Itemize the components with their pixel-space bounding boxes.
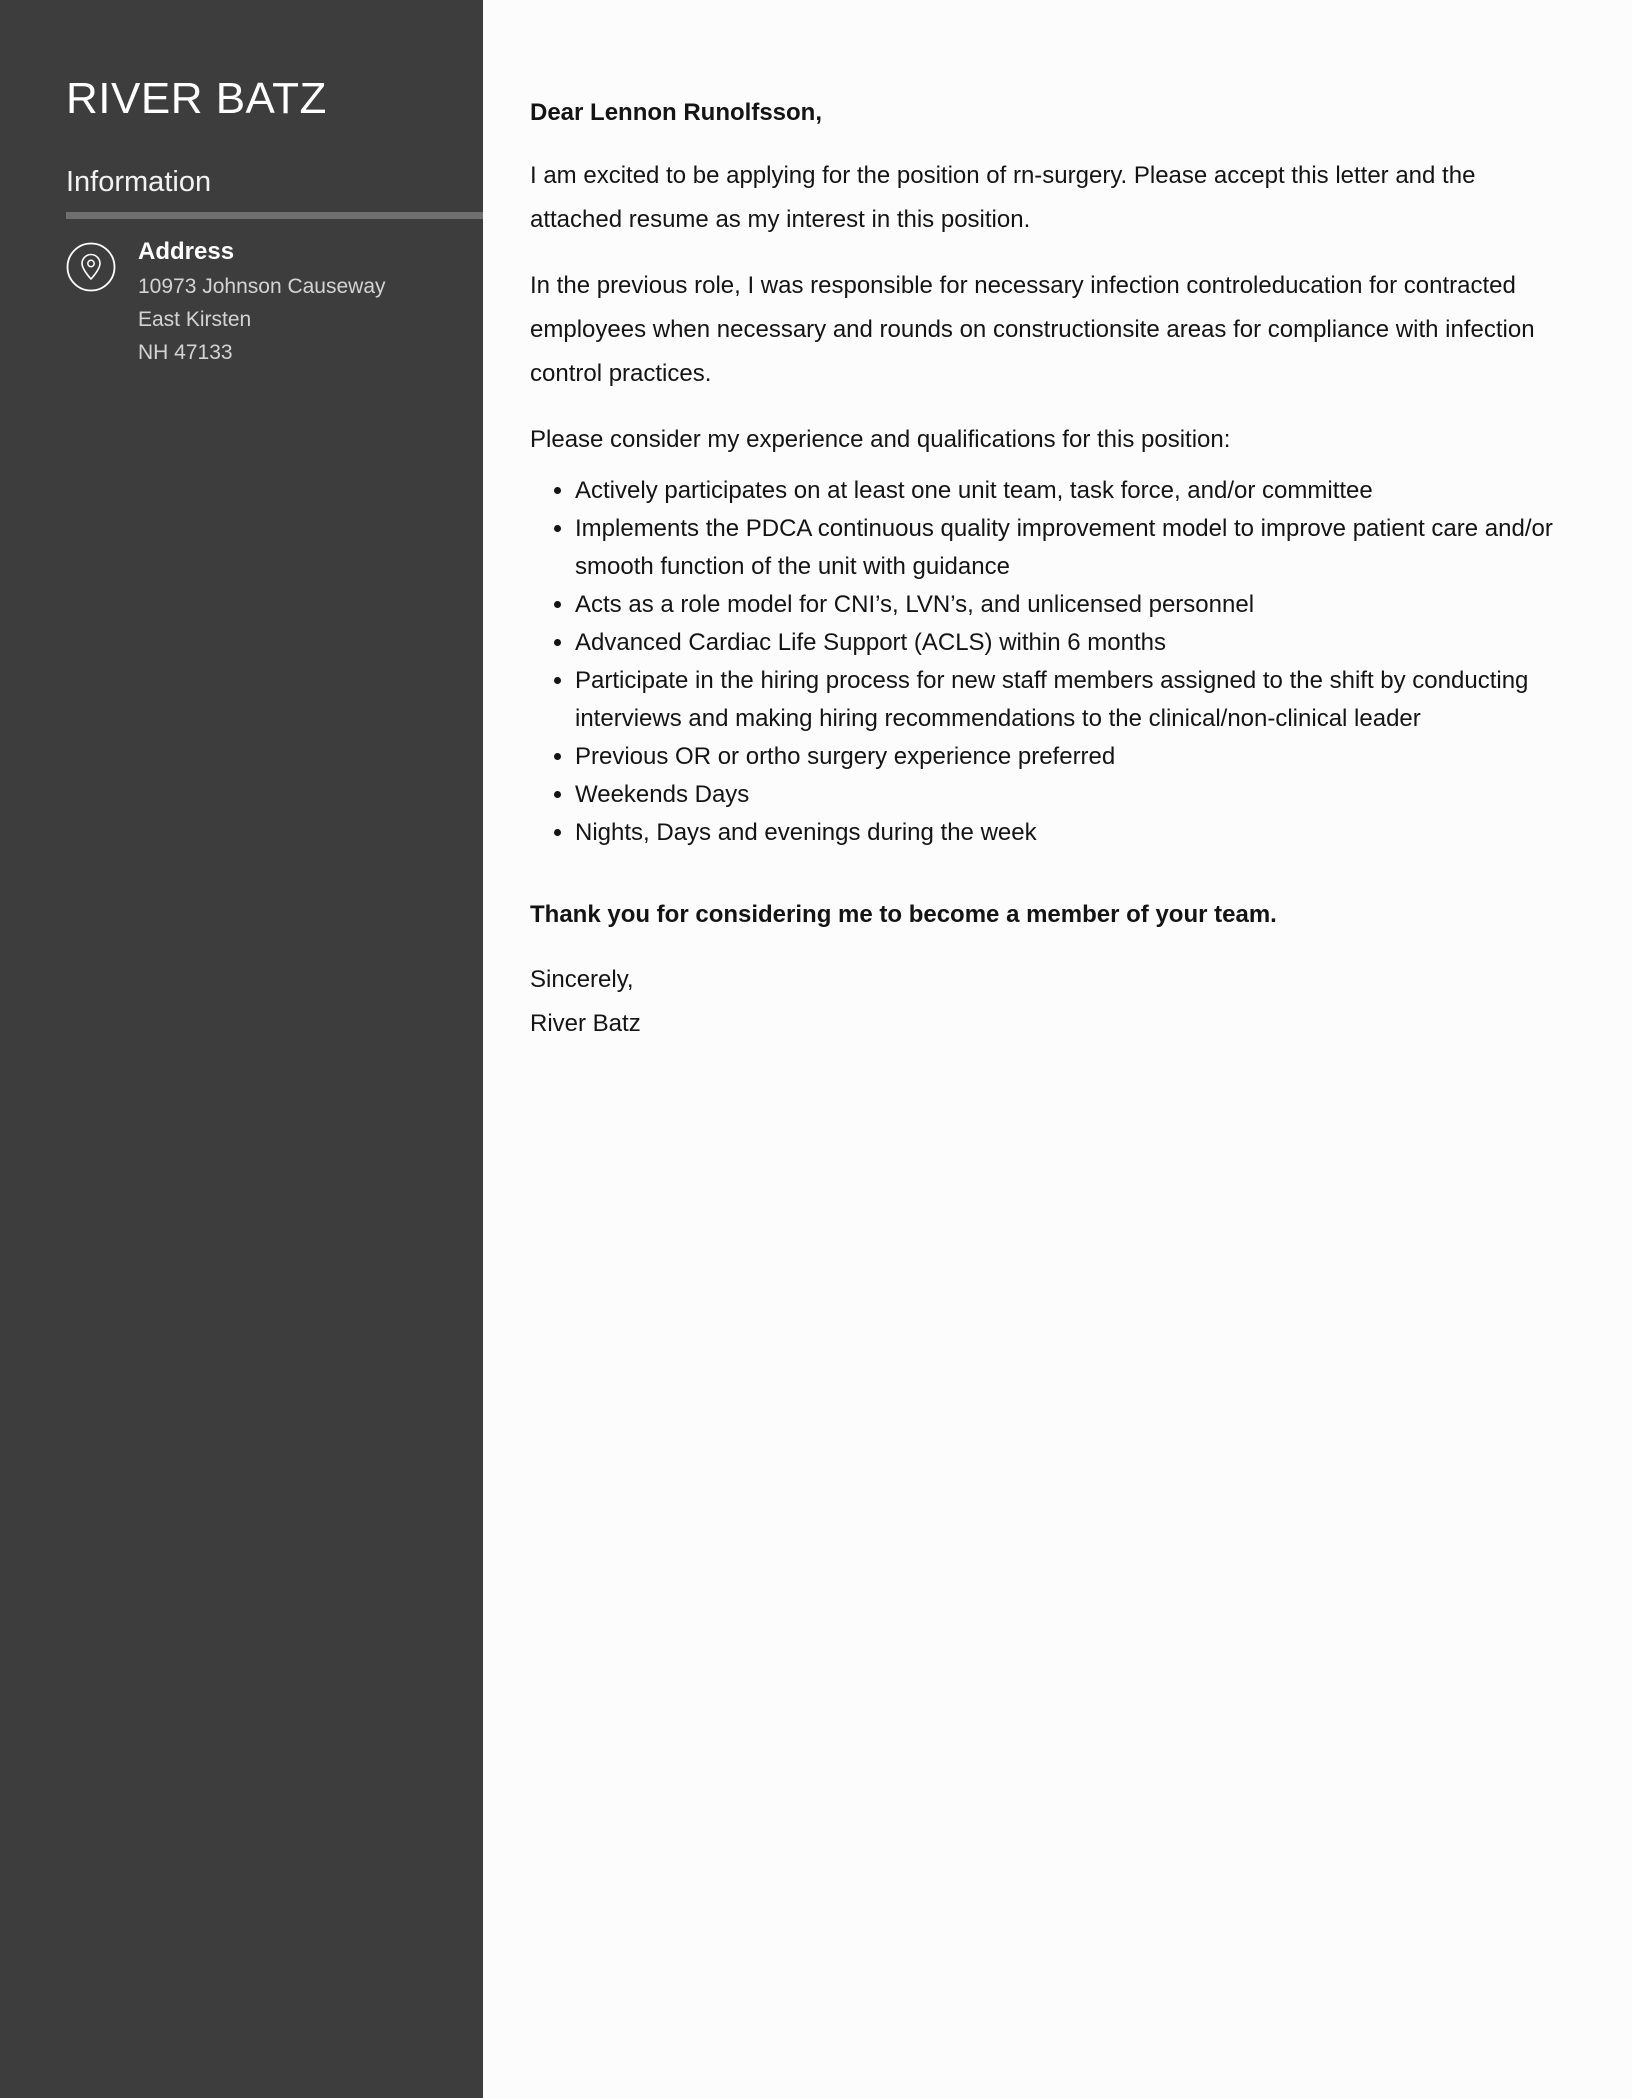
list-item: • Actively participates on at least one unit team, task force, and/or committee [575,472,1570,510]
intro-paragraph: I am excited to be applying for the position of rn-surgery. Please accept this letter and the attached resume as my interest in this position. [530,162,1476,233]
list-item: • Previous OR or ortho surgery experience preferred [575,738,1570,776]
qualifications-list [530,472,1570,852]
address-line-street: 10973 Johnson Causeway [138,275,386,298]
list-item: • Nights, Days and evenings during the week [575,814,1570,852]
applicant-name: RIVER BATZ [66,74,327,123]
greeting: Dear Lennon Runolfsson, [530,99,823,126]
list-item: • Advanced Cardiac Life Support (ACLS) within 6 months [575,624,1570,662]
letter-body [530,92,1570,1046]
section-divider [66,212,483,219]
information-heading: Information [66,166,212,198]
thanks-line: Thank you for considering me to become a member of your team. [530,901,1277,928]
list-item: • Acts as a role model for CNI’s, LVN’s, and unlicensed personnel [575,586,1570,624]
address-lines [138,270,386,369]
qualifications-intro: Please consider my experience and qualifications for this position: [530,426,1231,453]
signature: River Batz [530,1010,641,1037]
address-line-state-zip: NH 47133 [138,341,233,364]
list-item: • Participate in the hiring process for new staff members assigned to the shift by conducting interviews and making hiring recommendations to the clinical/non-clinical leader [575,662,1570,738]
closing: Sincerely, [530,966,634,993]
location-pin-icon [66,242,116,292]
address-line-city: East Kirsten [138,308,252,331]
sidebar [0,0,483,2098]
address-label: Address [138,238,235,265]
list-item: • Weekends Days [575,776,1570,814]
list-item: • Implements the PDCA continuous quality improvement model to improve patient care and/or smooth function of the unit with guidance [575,510,1570,586]
experience-paragraph: In the previous role, I was responsible for necessary infection controleducation for contracted employees when necessary and rounds on constructionsite areas for compliance with infection control practices. [530,272,1535,387]
